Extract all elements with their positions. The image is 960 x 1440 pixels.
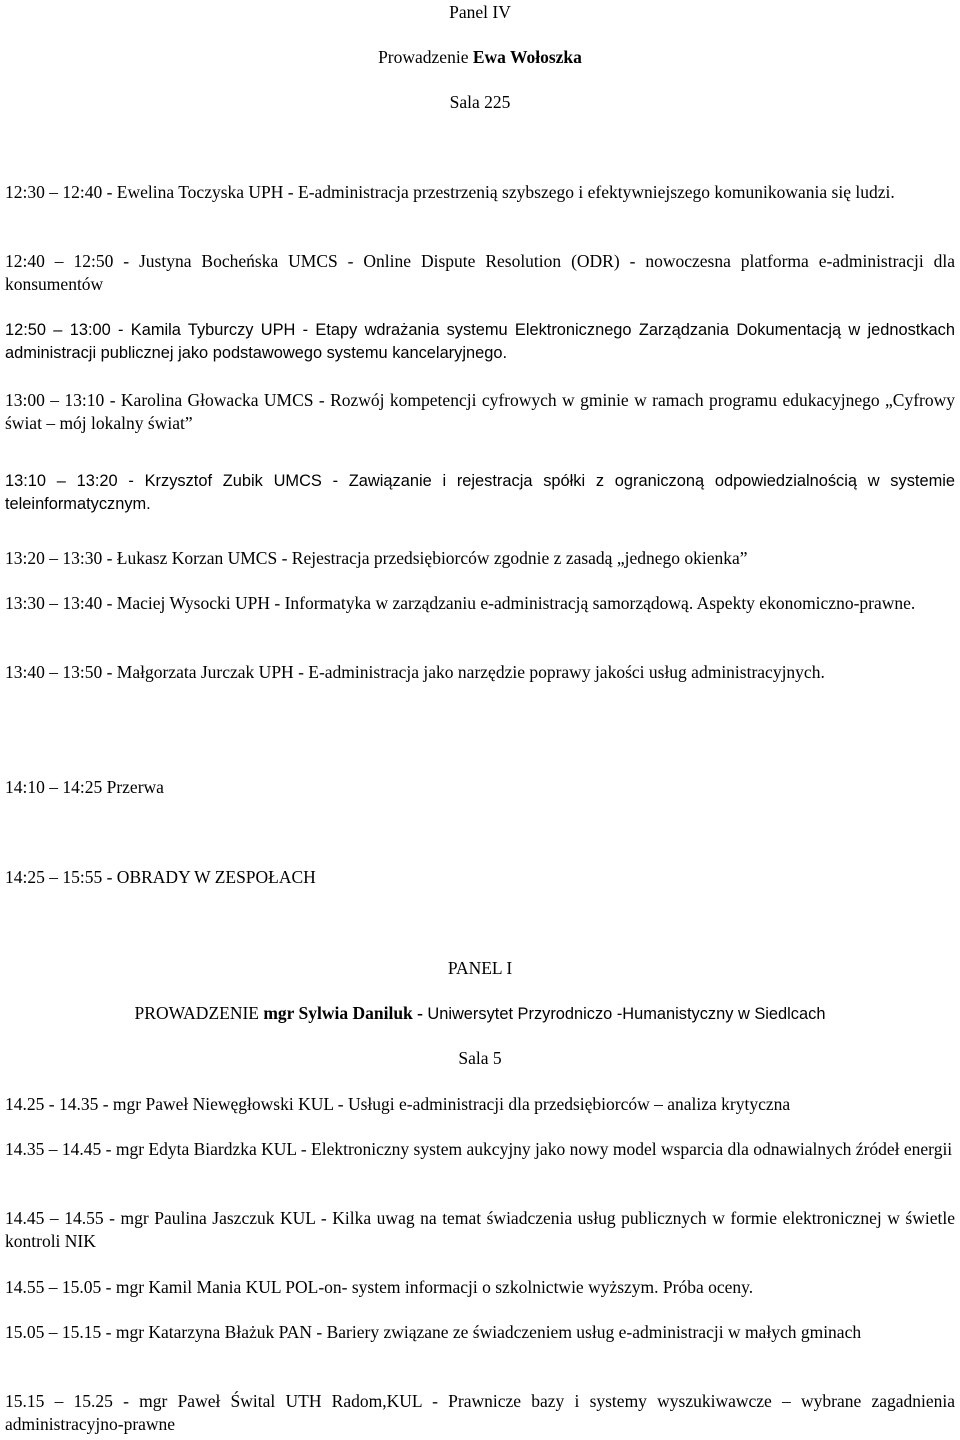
list-item — [5, 592, 955, 615]
list-item — [5, 1321, 955, 1344]
item-time: 12:40 – 12:50 — [5, 251, 114, 271]
item-time: 13:40 – 13:50 — [5, 662, 103, 682]
item-time: 12:30 – 12:40 — [5, 182, 103, 202]
item-text: - mgr Paweł Niewęgłowski KUL - Usługi e-administracji dla przedsiębiorców – analiza krytyczna — [102, 1094, 791, 1114]
item-text: Przerwa — [106, 777, 164, 797]
item-text: - mgr Edyta Biardzka KUL - Elektroniczny system aukcyjny jako nowy model wsparcia dla odnawialnych źródeł energii — [105, 1139, 953, 1159]
list-item — [5, 319, 955, 365]
list-item — [5, 1093, 955, 1116]
item-text: - Karolina Głowacka UMCS - Rozwój kompetencji cyfrowych w gminie w ramach programu edukacyjnego „Cyfrowy świat – mój lokalny świat” — [5, 390, 956, 433]
list-item-continuation — [372, 459, 955, 482]
panel-i-chair — [0, 1002, 960, 1026]
item-time: 13:30 – 13:40 — [5, 593, 103, 613]
item-text-continuation: Zawiązanie i rejestracja spółki z ograniczoną odpowiedzialnością w systemie teleinformatycznym. — [5, 472, 955, 513]
item-time: 15.05 – 15.15 — [5, 1322, 102, 1342]
panel-iv-title: Panel IV — [449, 2, 511, 22]
break-item — [5, 776, 955, 799]
item-text: - Justyna Bocheńska UMCS - Online Dispute Resolution (ODR) - nowoczesna platforma e-administracji dla konsumentów — [5, 251, 955, 294]
list-item — [5, 1390, 955, 1436]
item-text: - Łukasz Korzan UMCS - Rejestracja przedsiębiorców zgodnie z zasadą „jednego okienka” — [106, 548, 748, 568]
list-item — [5, 1138, 955, 1161]
item-time: 13:20 – 13:30 — [5, 548, 103, 568]
chair-affiliation: Uniwersytet Przyrodniczo -Humanistyczny w Siedlcach — [427, 1005, 826, 1023]
list-item — [5, 181, 955, 204]
panel-iv-room: Sala 225 — [449, 92, 511, 112]
item-time: 12:50 – 13:00 — [5, 321, 111, 339]
chair-name: mgr Sylwia Daniluk - — [263, 1003, 423, 1023]
panel-i-room: Sala 5 — [458, 1048, 502, 1068]
chair-label: Prowadzenie — [378, 47, 469, 67]
item-text: - Maciej Wysocki UPH - Informatyka w zarządzaniu e-administracją samorządową. Aspekty ekonomiczno-prawne. — [106, 593, 916, 613]
chair-label: PROWADZENIE — [134, 1003, 259, 1023]
item-time: 13:10 – 13:20 — [5, 472, 118, 490]
item-time: 14.55 – 15.05 — [5, 1277, 102, 1297]
panel-i-title: PANEL I — [447, 958, 513, 978]
item-time: 13:00 – 13:10 — [5, 390, 105, 410]
item-time: 15.15 – 15.25 — [5, 1391, 113, 1411]
list-item — [5, 1276, 955, 1299]
list-item — [5, 1207, 955, 1253]
item-time: 14:25 – 15:55 — [5, 867, 103, 887]
item-text: - Krzysztof Zubik UMCS - — [128, 472, 339, 490]
chair-name: Ewa Wołoszka — [472, 47, 582, 67]
list-item — [5, 661, 955, 684]
item-text: - mgr Paweł Śwital UTH Radom,KUL - Prawnicze bazy i systemy wyszukiwawcze – wybrane zagadnienia administracyjno-prawne — [5, 1391, 956, 1434]
item-text: - mgr Katarzyna Błażuk PAN - Bariery związane ze świadczeniem usług e-administracji w małych gminach — [105, 1322, 862, 1342]
item-text: - mgr Kamil Mania KUL POL-on- system informacji o szkolnictwie wyższym. Próba oceny. — [105, 1277, 754, 1297]
list-item — [5, 250, 955, 296]
teams-item — [5, 866, 955, 889]
item-time: 14.35 – 14.45 — [5, 1139, 102, 1159]
item-time: 14.45 – 14.55 — [5, 1208, 104, 1228]
item-text: - Małgorzata Jurczak UPH - E-administracja jako narzędzie poprawy jakości usług administracyjnych. — [106, 662, 825, 682]
item-text: - Kamila Tyburczy UPH - Etapy wdrażania systemu Elektronicznego Zarządzania Dokumentacją w jednostkach administracji publicznej jako podstawowego systemu kancelaryjnego. — [5, 321, 955, 362]
list-item — [5, 547, 955, 570]
item-time: 14:10 – 14:25 — [5, 777, 103, 797]
panel-iv-chair — [0, 46, 960, 69]
item-text: - mgr Paulina Jaszczuk KUL - Kilka uwag na temat świadczenia usług publicznych w formie elektronicznej w świetle kontroli NIK — [5, 1208, 956, 1251]
item-text: - Ewelina Toczyska UPH - E-administracja przestrzenią szybszego i efektywniejszego komunikowania się ludzi. — [106, 182, 895, 202]
list-item — [5, 389, 955, 435]
item-time: 14.25 - 14.35 — [5, 1094, 99, 1114]
item-text: - OBRADY W ZESPOŁACH — [106, 867, 316, 887]
